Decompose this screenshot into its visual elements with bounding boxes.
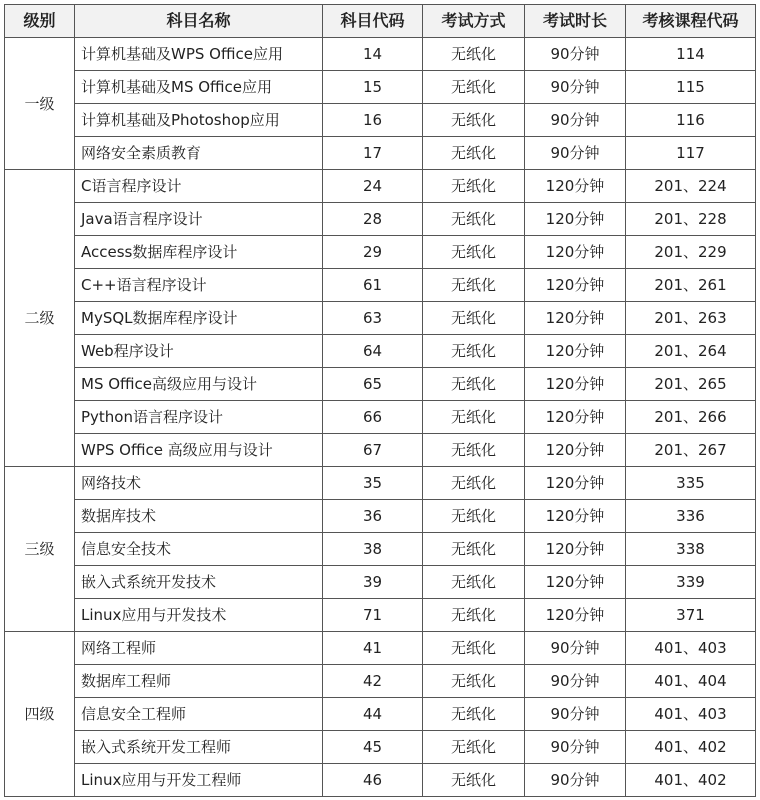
exam-duration-cell: 120分钟 [525, 401, 626, 434]
header-exam-duration: 考试时长 [525, 5, 626, 38]
subject-code-cell: 35 [323, 467, 423, 500]
subject-name-cell: 嵌入式系统开发工程师 [75, 731, 323, 764]
exam-subject-table [4, 4, 756, 797]
subject-code-cell: 14 [323, 38, 423, 71]
course-code-cell: 201、264 [626, 335, 756, 368]
subject-code-cell: 36 [323, 500, 423, 533]
subject-name-cell: MySQL数据库程序设计 [75, 302, 323, 335]
subject-name-cell: Java语言程序设计 [75, 203, 323, 236]
exam-duration-cell: 120分钟 [525, 236, 626, 269]
exam-method-cell: 无纸化 [423, 500, 525, 533]
subject-code-cell: 61 [323, 269, 423, 302]
course-code-cell: 401、403 [626, 632, 756, 665]
subject-name-cell: 数据库工程师 [75, 665, 323, 698]
course-code-cell: 401、403 [626, 698, 756, 731]
table-row [5, 269, 756, 302]
subject-code-cell: 45 [323, 731, 423, 764]
table-row [5, 368, 756, 401]
exam-duration-cell: 90分钟 [525, 38, 626, 71]
table-row [5, 104, 756, 137]
table-row [5, 665, 756, 698]
exam-method-cell: 无纸化 [423, 434, 525, 467]
table-row [5, 566, 756, 599]
table-row [5, 401, 756, 434]
course-code-cell: 114 [626, 38, 756, 71]
table-row [5, 632, 756, 665]
exam-method-cell: 无纸化 [423, 335, 525, 368]
exam-method-cell: 无纸化 [423, 38, 525, 71]
subject-code-cell: 39 [323, 566, 423, 599]
exam-duration-cell: 90分钟 [525, 665, 626, 698]
exam-method-cell: 无纸化 [423, 269, 525, 302]
exam-duration-cell: 120分钟 [525, 533, 626, 566]
subject-code-cell: 17 [323, 137, 423, 170]
header-row [5, 5, 756, 38]
subject-name-cell: 网络安全素质教育 [75, 137, 323, 170]
subject-code-cell: 41 [323, 632, 423, 665]
subject-name-cell: 信息安全技术 [75, 533, 323, 566]
table-row [5, 434, 756, 467]
course-code-cell: 335 [626, 467, 756, 500]
exam-duration-cell: 120分钟 [525, 170, 626, 203]
exam-duration-cell: 90分钟 [525, 71, 626, 104]
table-row [5, 335, 756, 368]
table-row [5, 731, 756, 764]
course-code-cell: 201、267 [626, 434, 756, 467]
subject-name-cell: 网络工程师 [75, 632, 323, 665]
table-row [5, 698, 756, 731]
subject-code-cell: 63 [323, 302, 423, 335]
subject-name-cell: 信息安全工程师 [75, 698, 323, 731]
subject-code-cell: 71 [323, 599, 423, 632]
table-row [5, 500, 756, 533]
table-row [5, 71, 756, 104]
header-subject-name: 科目名称 [75, 5, 323, 38]
header-course-code: 考核课程代码 [626, 5, 756, 38]
subject-name-cell: 计算机基础及MS Office应用 [75, 71, 323, 104]
exam-duration-cell: 90分钟 [525, 137, 626, 170]
exam-duration-cell: 120分钟 [525, 500, 626, 533]
exam-method-cell: 无纸化 [423, 665, 525, 698]
subject-code-cell: 38 [323, 533, 423, 566]
exam-method-cell: 无纸化 [423, 368, 525, 401]
exam-duration-cell: 120分钟 [525, 566, 626, 599]
exam-subject-table-container [4, 4, 756, 797]
level-cell: 一级 [5, 38, 75, 170]
course-code-cell: 117 [626, 137, 756, 170]
subject-code-cell: 42 [323, 665, 423, 698]
course-code-cell: 401、402 [626, 731, 756, 764]
subject-name-cell: WPS Office 高级应用与设计 [75, 434, 323, 467]
table-row [5, 764, 756, 797]
exam-method-cell: 无纸化 [423, 731, 525, 764]
course-code-cell: 201、265 [626, 368, 756, 401]
exam-duration-cell: 120分钟 [525, 467, 626, 500]
exam-method-cell: 无纸化 [423, 533, 525, 566]
subject-code-cell: 65 [323, 368, 423, 401]
exam-method-cell: 无纸化 [423, 566, 525, 599]
subject-name-cell: Linux应用与开发工程师 [75, 764, 323, 797]
exam-method-cell: 无纸化 [423, 104, 525, 137]
table-row [5, 599, 756, 632]
subject-name-cell: Access数据库程序设计 [75, 236, 323, 269]
course-code-cell: 201、229 [626, 236, 756, 269]
exam-duration-cell: 120分钟 [525, 203, 626, 236]
exam-method-cell: 无纸化 [423, 170, 525, 203]
table-row [5, 467, 756, 500]
exam-method-cell: 无纸化 [423, 764, 525, 797]
exam-duration-cell: 120分钟 [525, 599, 626, 632]
subject-name-cell: 计算机基础及WPS Office应用 [75, 38, 323, 71]
course-code-cell: 339 [626, 566, 756, 599]
header-level: 级别 [5, 5, 75, 38]
exam-method-cell: 无纸化 [423, 137, 525, 170]
exam-method-cell: 无纸化 [423, 203, 525, 236]
exam-method-cell: 无纸化 [423, 698, 525, 731]
exam-method-cell: 无纸化 [423, 236, 525, 269]
table-row [5, 533, 756, 566]
table-row [5, 203, 756, 236]
subject-code-cell: 24 [323, 170, 423, 203]
course-code-cell: 336 [626, 500, 756, 533]
exam-duration-cell: 90分钟 [525, 731, 626, 764]
header-subject-code: 科目代码 [323, 5, 423, 38]
subject-name-cell: Python语言程序设计 [75, 401, 323, 434]
level-cell: 三级 [5, 467, 75, 632]
subject-name-cell: 数据库技术 [75, 500, 323, 533]
table-body [5, 38, 756, 797]
table-row [5, 170, 756, 203]
exam-duration-cell: 90分钟 [525, 764, 626, 797]
exam-method-cell: 无纸化 [423, 401, 525, 434]
table-row [5, 236, 756, 269]
subject-code-cell: 67 [323, 434, 423, 467]
subject-code-cell: 44 [323, 698, 423, 731]
subject-name-cell: C++语言程序设计 [75, 269, 323, 302]
table-row [5, 38, 756, 71]
subject-name-cell: MS Office高级应用与设计 [75, 368, 323, 401]
header-exam-method: 考试方式 [423, 5, 525, 38]
course-code-cell: 401、404 [626, 665, 756, 698]
course-code-cell: 201、228 [626, 203, 756, 236]
course-code-cell: 201、263 [626, 302, 756, 335]
level-cell: 二级 [5, 170, 75, 467]
subject-name-cell: Linux应用与开发技术 [75, 599, 323, 632]
subject-code-cell: 46 [323, 764, 423, 797]
exam-duration-cell: 120分钟 [525, 434, 626, 467]
exam-duration-cell: 90分钟 [525, 698, 626, 731]
subject-name-cell: 计算机基础及Photoshop应用 [75, 104, 323, 137]
exam-method-cell: 无纸化 [423, 632, 525, 665]
course-code-cell: 201、224 [626, 170, 756, 203]
course-code-cell: 201、266 [626, 401, 756, 434]
subject-name-cell: 网络技术 [75, 467, 323, 500]
exam-method-cell: 无纸化 [423, 302, 525, 335]
subject-code-cell: 29 [323, 236, 423, 269]
exam-method-cell: 无纸化 [423, 71, 525, 104]
subject-name-cell: 嵌入式系统开发技术 [75, 566, 323, 599]
subject-code-cell: 16 [323, 104, 423, 137]
subject-code-cell: 66 [323, 401, 423, 434]
table-row [5, 137, 756, 170]
subject-code-cell: 64 [323, 335, 423, 368]
subject-name-cell: C语言程序设计 [75, 170, 323, 203]
subject-name-cell: Web程序设计 [75, 335, 323, 368]
course-code-cell: 338 [626, 533, 756, 566]
course-code-cell: 401、402 [626, 764, 756, 797]
course-code-cell: 201、261 [626, 269, 756, 302]
exam-method-cell: 无纸化 [423, 599, 525, 632]
exam-method-cell: 无纸化 [423, 467, 525, 500]
table-row [5, 302, 756, 335]
course-code-cell: 115 [626, 71, 756, 104]
exam-duration-cell: 90分钟 [525, 104, 626, 137]
exam-duration-cell: 120分钟 [525, 335, 626, 368]
exam-duration-cell: 120分钟 [525, 269, 626, 302]
exam-duration-cell: 120分钟 [525, 302, 626, 335]
course-code-cell: 371 [626, 599, 756, 632]
exam-duration-cell: 90分钟 [525, 632, 626, 665]
exam-duration-cell: 120分钟 [525, 368, 626, 401]
level-cell: 四级 [5, 632, 75, 797]
subject-code-cell: 28 [323, 203, 423, 236]
course-code-cell: 116 [626, 104, 756, 137]
subject-code-cell: 15 [323, 71, 423, 104]
